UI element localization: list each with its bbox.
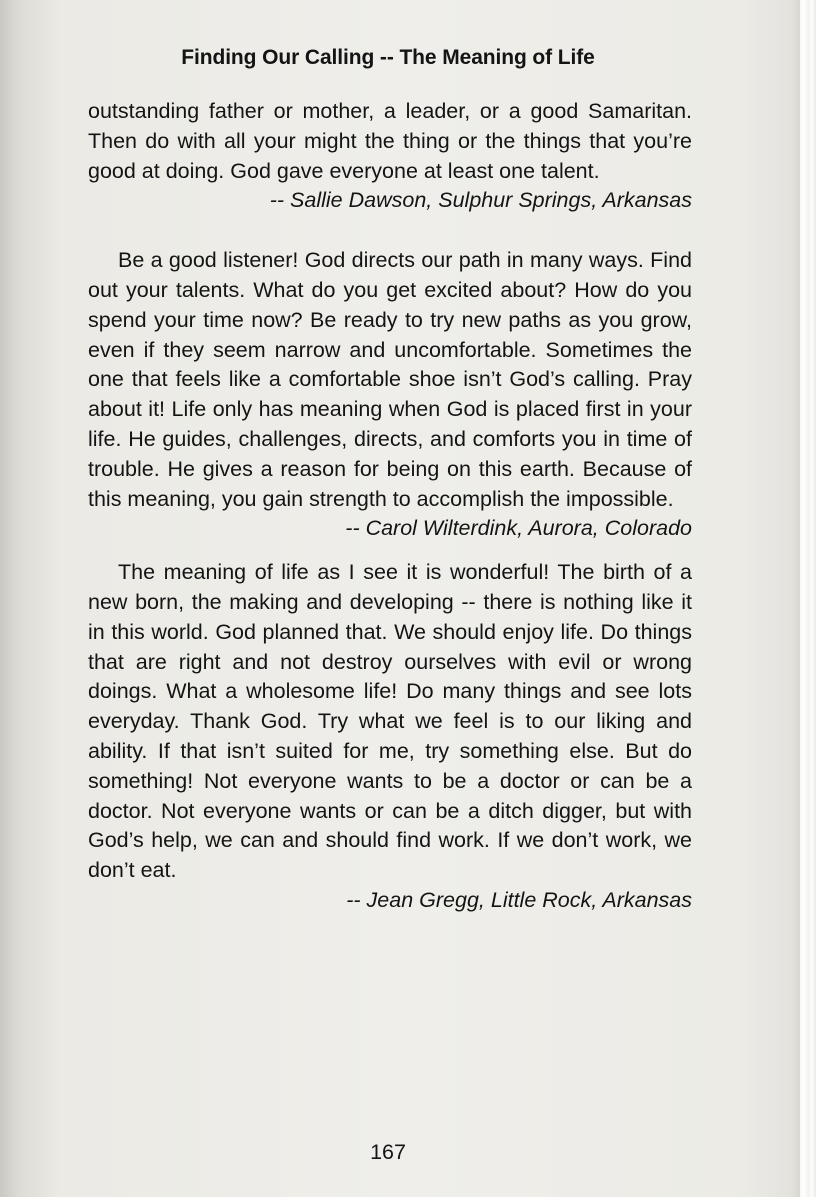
paragraph-spacer (88, 544, 692, 558)
entry-2-text: Be a good listener! God directs our path in many ways. Find out your talents. What do you get excited about? How do you spend your time now? Be ready to try new paths as you grow, even if they seem narrow and uncomfortable. Sometimes the one that feels like a comfortable shoe isn’t God’s calling. Pray about it! Life only has meaning when God is placed first in your life. He guides, challenges, directs, and comforts you in time of trouble. He gives a reason for being on this earth. Because of this meaning, you gain strength to accomplish the impossible. (88, 248, 692, 511)
entry-3-text: The meaning of life as I see it is wonderful! The birth of a new born, the making and developing -- there is nothing like it in this world. God planned that. We should enjoy life. Do things that are right and not destroy ourselves with evil or wrong doings. What a wholesome life! Do many things and see lots everyday. Thank God. Try what we feel is to our liking and ability. If that isn’t suited for me, try something else. But do something! Not everyone wants to be a doctor or can be a doctor. Not everyone wants or can be a ditch digger, but with God’s help, we can and should find work. If we don’t work, we don’t eat. (88, 560, 692, 883)
page-body (88, 97, 692, 916)
paragraph-spacer (88, 216, 692, 246)
page-number: 167 (370, 1140, 406, 1164)
running-header: Finding Our Calling -- The Meaning of Life (181, 46, 595, 69)
entry-2-attribution: -- Carol Wilterdink, Aurora, Colorado (345, 516, 692, 541)
entry-1-text: outstanding father or mother, a leader, or a good Samaritan. Then do with all your might the thing or the things that you’re good at doing. God gave everyone at least one talent. (88, 99, 692, 183)
page-edge (800, 0, 816, 1197)
entry-3-attribution: -- Jean Gregg, Little Rock, Arkansas (346, 887, 692, 912)
entry-1-attribution: -- Sallie Dawson, Sulphur Springs, Arkansas (269, 188, 692, 213)
